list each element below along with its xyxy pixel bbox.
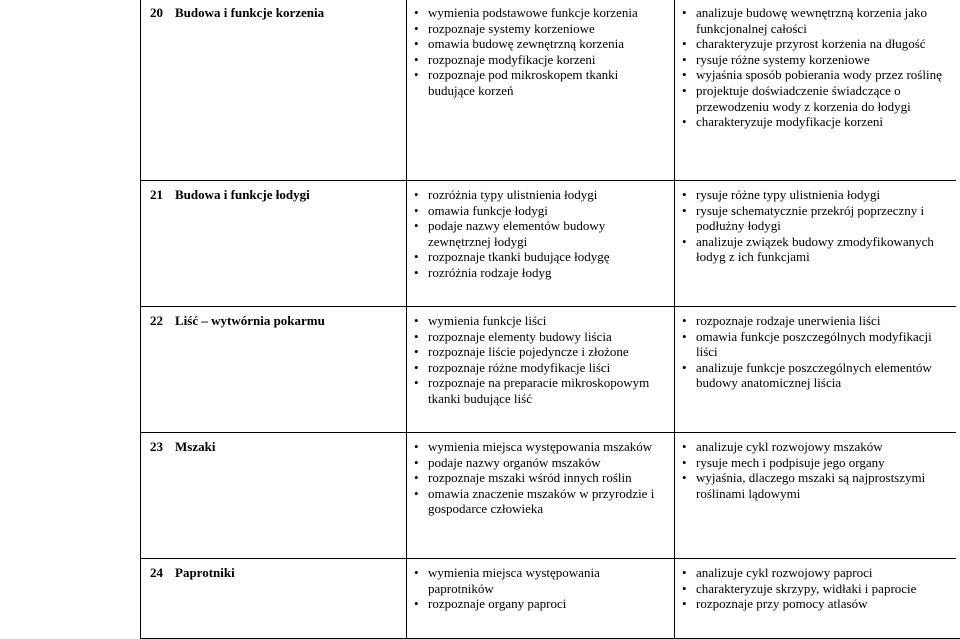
requirement-item: • rozpoznaje przy pomocy atlasów xyxy=(675,596,954,612)
requirement-item: • rozpoznaje na preparacie mikroskopowym tkanki budujące liść xyxy=(407,375,668,406)
lesson-topic: Mszaki xyxy=(175,439,215,454)
requirement-item: • analizuje funkcje poszczególnych elementów budowy anatomicznej liścia xyxy=(675,360,954,391)
requirement-item: • omawia funkcje poszczególnych modyfikacji liści xyxy=(675,329,954,360)
requirement-item: • rysuje różne systemy korzeniowe xyxy=(675,52,954,68)
requirement-item: • wyjaśnia, dlaczego mszaki są najprostszymi roślinami lądowymi xyxy=(675,470,954,501)
requirement-item: • rysuje różne typy ulistnienia łodygi xyxy=(675,187,954,203)
basic-requirements-cell xyxy=(407,0,675,181)
requirement-item: • rozpoznaje różne modyfikacje liści xyxy=(407,360,668,376)
lesson-number: 22 xyxy=(150,313,175,329)
basic-requirements-list xyxy=(407,433,674,517)
requirement-item: • rysuje mech i podpisuje jego organy xyxy=(675,455,954,471)
requirement-item: • podaje nazwy organów mszaków xyxy=(407,455,668,471)
lesson-topic: Budowa i funkcje łodygi xyxy=(175,187,310,202)
requirement-item: • wymienia miejsca występowania paprotników xyxy=(407,565,668,596)
lesson-topic: Paprotniki xyxy=(175,565,235,580)
requirement-item: • charakteryzuje przyrost korzenia na długość xyxy=(675,36,954,52)
lesson-row xyxy=(141,0,960,181)
basic-requirements-cell xyxy=(407,307,675,433)
lesson-topic-cell xyxy=(141,307,407,433)
requirement-item: • rozpoznaje elementy budowy liścia xyxy=(407,329,668,345)
requirement-item: • rozróżnia typy ulistnienia łodygi xyxy=(407,187,668,203)
requirement-item: • omawia budowę zewnętrzną korzenia xyxy=(407,36,668,52)
requirement-item: • rozpoznaje rodzaje unerwienia liści xyxy=(675,313,954,329)
basic-requirements-list xyxy=(407,307,674,407)
extended-requirements-cell xyxy=(675,433,960,559)
lesson-topic-cell xyxy=(141,181,407,307)
extended-requirements-list xyxy=(675,181,960,265)
requirement-item: • rozpoznaje modyfikacje korzeni xyxy=(407,52,668,68)
requirement-item: • projektuje doświadczenie świadczące o przewodzeniu wody z korzenia do łodygi xyxy=(675,83,954,114)
table-body xyxy=(141,0,960,639)
requirement-item: • rozpoznaje organy paproci xyxy=(407,596,668,612)
lesson-row xyxy=(141,433,960,559)
requirement-item: • charakteryzuje modyfikacje korzeni xyxy=(675,114,954,130)
extended-requirements-cell xyxy=(675,559,960,639)
requirement-item: • rysuje schematycznie przekrój poprzeczny i podłużny łodygi xyxy=(675,203,954,234)
requirement-item: • analizuje budowę wewnętrzną korzenia jako funkcjonalnej całości xyxy=(675,5,954,36)
requirement-item: • rozpoznaje pod mikroskopem tkanki budujące korzeń xyxy=(407,67,668,98)
lesson-row xyxy=(141,559,960,639)
lesson-row xyxy=(141,307,960,433)
basic-requirements-list xyxy=(407,0,674,99)
curriculum-table xyxy=(140,0,960,639)
extended-requirements-list xyxy=(675,433,960,501)
extended-requirements-cell xyxy=(675,307,960,433)
requirement-item: • wymienia podstawowe funkcje korzenia xyxy=(407,5,668,21)
requirement-item: • analizuje związek budowy zmodyfikowanych łodyg z ich funkcjami xyxy=(675,234,954,265)
requirement-item: • analizuje cykl rozwojowy mszaków xyxy=(675,439,954,455)
requirement-item: • omawia znaczenie mszaków w przyrodzie i gospodarce człowieka xyxy=(407,486,668,517)
lesson-topic-cell xyxy=(141,0,407,181)
lesson-number: 24 xyxy=(150,565,175,581)
lesson-number: 23 xyxy=(150,439,175,455)
requirement-item: • wyjaśnia sposób pobierania wody przez roślinę xyxy=(675,67,954,83)
requirement-item: • rozpoznaje liście pojedyncze i złożone xyxy=(407,344,668,360)
requirement-item: • rozróżnia rodzaje łodyg xyxy=(407,265,668,281)
lesson-row xyxy=(141,181,960,307)
requirement-item: • podaje nazwy elementów budowy zewnętrznej łodygi xyxy=(407,218,668,249)
lesson-topic: Budowa i funkcje korzenia xyxy=(175,5,324,20)
lesson-number: 21 xyxy=(150,187,175,203)
requirement-item: • omawia funkcje łodygi xyxy=(407,203,668,219)
extended-requirements-cell xyxy=(675,181,960,307)
requirement-item: • rozpoznaje mszaki wśród innych roślin xyxy=(407,470,668,486)
basic-requirements-cell xyxy=(407,433,675,559)
lesson-topic-cell xyxy=(141,559,407,639)
extended-requirements-list xyxy=(675,307,960,391)
basic-requirements-list xyxy=(407,559,674,612)
requirement-item: • charakteryzuje skrzypy, widłaki i paprocie xyxy=(675,581,954,597)
basic-requirements-list xyxy=(407,181,674,281)
requirement-item: • wymienia funkcje liści xyxy=(407,313,668,329)
basic-requirements-cell xyxy=(407,181,675,307)
lesson-topic: Liść – wytwórnia pokarmu xyxy=(175,313,325,328)
page-edge xyxy=(956,0,960,613)
basic-requirements-cell xyxy=(407,559,675,639)
extended-requirements-list xyxy=(675,559,960,612)
lesson-number: 20 xyxy=(150,5,175,21)
requirement-item: • analizuje cykl rozwojowy paproci xyxy=(675,565,954,581)
lesson-topic-cell xyxy=(141,433,407,559)
requirement-item: • rozpoznaje tkanki budujące łodygę xyxy=(407,249,668,265)
extended-requirements-cell xyxy=(675,0,960,181)
requirement-item: • rozpoznaje systemy korzeniowe xyxy=(407,21,668,37)
extended-requirements-list xyxy=(675,0,960,130)
requirement-item: • wymienia miejsca występowania mszaków xyxy=(407,439,668,455)
